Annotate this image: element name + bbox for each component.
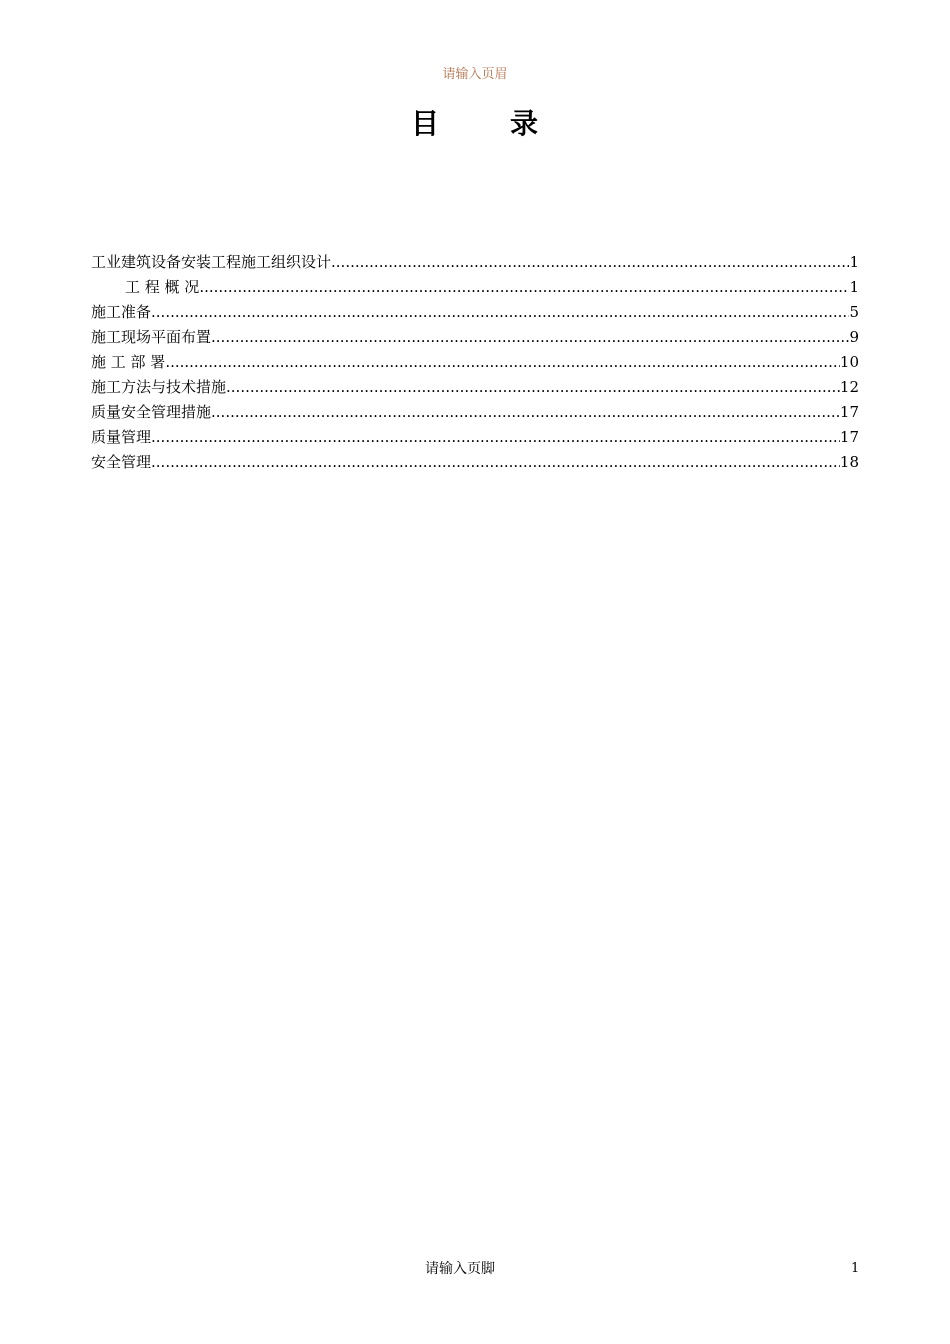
title-char-2: 录 bbox=[510, 107, 540, 140]
toc-dot-leader bbox=[151, 300, 849, 325]
toc-dot-leader bbox=[211, 325, 849, 350]
page-title bbox=[0, 106, 950, 142]
title-char-1: 目 bbox=[410, 107, 440, 140]
toc-dot-leader bbox=[165, 350, 840, 375]
toc-entry[interactable] bbox=[91, 425, 859, 450]
toc-entry[interactable] bbox=[91, 250, 859, 275]
toc-entry-page: 18 bbox=[839, 453, 859, 471]
toc-entry[interactable] bbox=[91, 400, 859, 425]
toc-entry[interactable] bbox=[91, 375, 859, 400]
page-header bbox=[0, 66, 950, 84]
toc-entry[interactable] bbox=[91, 350, 859, 375]
toc-entry-title: 质量安全管理措施 bbox=[91, 403, 212, 421]
toc-entry-page: 1 bbox=[849, 253, 859, 271]
toc-entry-title: 施 工 部 署 bbox=[91, 353, 166, 371]
toc-entry-title: 施工准备 bbox=[91, 303, 152, 321]
toc-entry-page: 17 bbox=[839, 428, 859, 446]
toc-entry-title: 质量管理 bbox=[91, 428, 152, 446]
toc-entry-page: 12 bbox=[839, 378, 859, 396]
toc-entry-page: 17 bbox=[839, 403, 859, 421]
toc-entry-page: 10 bbox=[839, 353, 859, 371]
toc-entry[interactable] bbox=[91, 275, 859, 300]
toc-entry-page: 1 bbox=[849, 278, 859, 296]
toc-dot-leader bbox=[151, 450, 840, 475]
toc-dot-leader bbox=[331, 250, 849, 275]
toc-entry[interactable] bbox=[91, 300, 859, 325]
toc-entry-title: 工业建筑设备安装工程施工组织设计 bbox=[91, 253, 332, 271]
table-of-contents bbox=[91, 250, 859, 475]
toc-entry-title: 施工现场平面布置 bbox=[91, 328, 212, 346]
toc-entry-page: 5 bbox=[849, 303, 859, 321]
toc-entry-title: 工 程 概 况 bbox=[125, 278, 200, 296]
toc-dot-leader bbox=[226, 375, 840, 400]
toc-entry-title: 施工方法与技术措施 bbox=[91, 378, 227, 396]
toc-dot-leader bbox=[211, 400, 840, 425]
toc-entry[interactable] bbox=[91, 450, 859, 475]
toc-entry-title: 安全管理 bbox=[91, 453, 152, 471]
header-text: 请输入页眉 bbox=[442, 67, 508, 82]
toc-dot-leader bbox=[199, 275, 849, 300]
toc-entry-page: 9 bbox=[849, 328, 859, 346]
toc-dot-leader bbox=[151, 425, 840, 450]
toc-entry[interactable] bbox=[91, 325, 859, 350]
footer-text: 请输入页脚 bbox=[425, 1261, 495, 1277]
footer-page-number: 1 bbox=[851, 1261, 860, 1276]
